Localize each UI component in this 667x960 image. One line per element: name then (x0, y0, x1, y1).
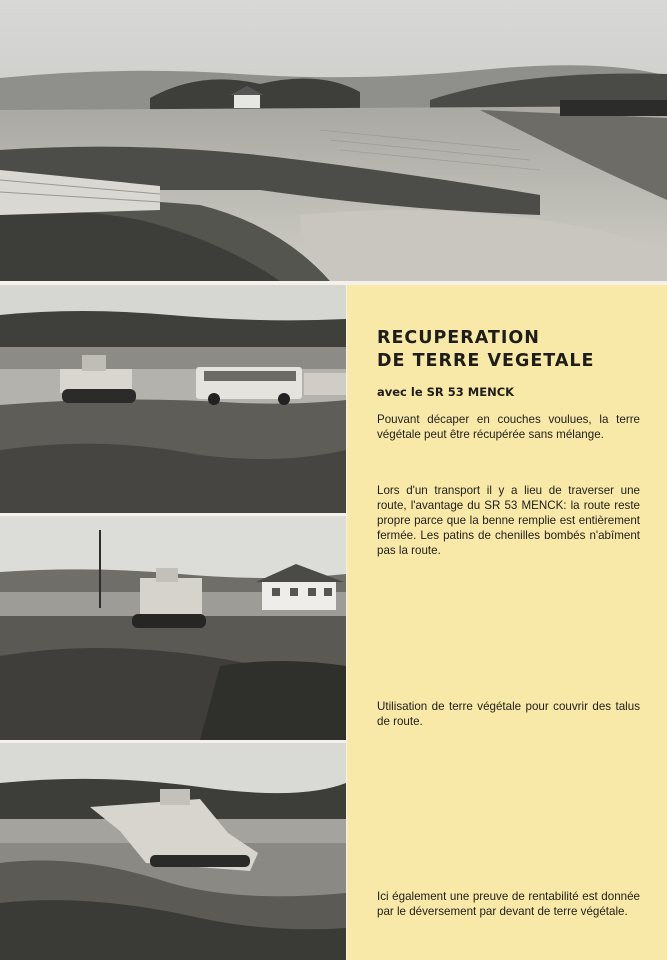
construction-site-photo (0, 0, 667, 281)
title-line-2: DE TERRE VEGETALE (377, 351, 595, 371)
tractor-near-house-photo (0, 516, 346, 740)
subtitle: avec le SR 53 MENCK (377, 385, 515, 399)
page-title (377, 327, 595, 373)
paragraph-embankment: Utilisation de terre végétale pour couvrir des talus de route. (377, 700, 640, 728)
paragraph-recovery: Pouvant décaper en couches voulues, la terre végétale peut être récupérée sans mélange. (377, 413, 640, 441)
text-panel (347, 285, 667, 960)
dumping-soil-photo (0, 743, 346, 960)
tractor-and-bus-photo (0, 285, 346, 513)
paragraph-profitability: Ici également une preuve de rentabilité est donnée par le déversement par devant de terre végétale. (377, 890, 640, 918)
paragraph-transport: Lors d'un transport il y a lieu de traverser une route, l'avantage du SR 53 MENCK: la route reste propre parce que la benne remplie est entièrement fermée. Les patins de chenilles bombés n'abîment pas la route. (377, 484, 640, 557)
title-line-1: RECUPERATION (377, 328, 540, 348)
